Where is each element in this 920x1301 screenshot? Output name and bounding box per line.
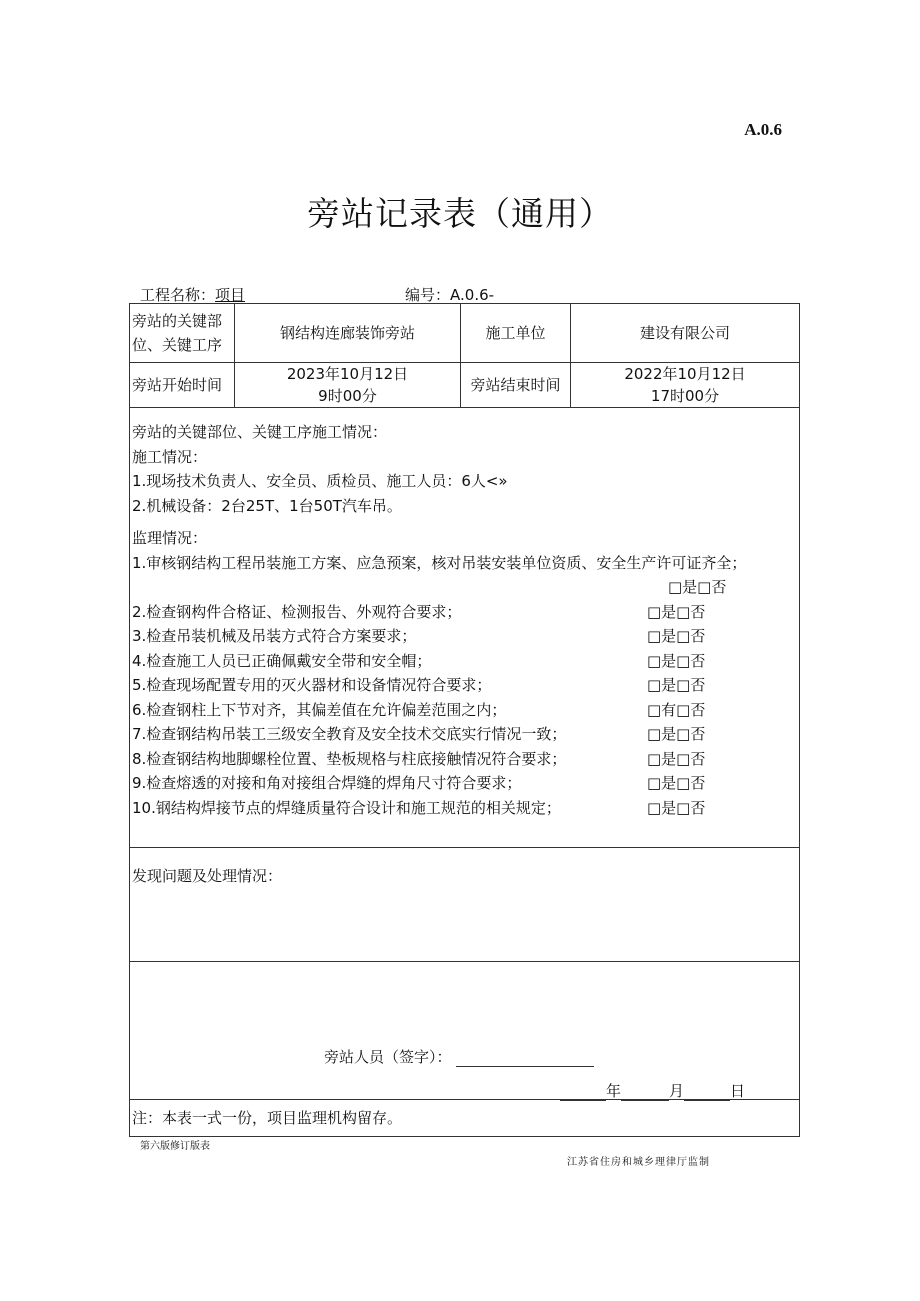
key-part-label: 旁站的关键部位、关键工序 bbox=[130, 304, 235, 363]
supervision-item bbox=[132, 551, 797, 576]
end-time-label: 旁站结束时间 bbox=[461, 363, 571, 408]
yes-no-checkbox[interactable]: □是□否 bbox=[668, 578, 727, 596]
construction-item: 2.机械设备：2台25T、1台50T汽车吊。 bbox=[132, 496, 402, 515]
supervision-item bbox=[132, 722, 797, 747]
supervision-item-text: 7.检查钢结构吊装工三级安全教育及安全技术交底实行情况一致； bbox=[132, 725, 567, 743]
yes-no-checkbox[interactable]: □是□否 bbox=[647, 602, 706, 621]
note: 注：本表一式一份，项目监理机构留存。 bbox=[130, 1100, 800, 1137]
project-label: 工程名称： bbox=[140, 286, 216, 304]
supervision-heading: 监理情况： bbox=[132, 529, 208, 547]
number-value: A.0.6- bbox=[450, 286, 495, 304]
start-clock: 9时00分 bbox=[318, 387, 377, 405]
yes-no-checkbox[interactable]: □是□否 bbox=[647, 627, 706, 645]
supervision-item-text: 6.检查钢柱上下节对齐，其偏差值在允许偏差范围之内； bbox=[132, 700, 507, 719]
footer-edition: 第六版修订版表 bbox=[140, 1141, 210, 1152]
yes-no-checkbox[interactable]: □是□否 bbox=[647, 774, 706, 792]
construction-unit-value: 建设有限公司 bbox=[571, 304, 800, 363]
supervision-item bbox=[132, 747, 797, 772]
construction-item: 1.现场技术负责人、安全员、质检员、施工人员：6人<» bbox=[132, 472, 508, 490]
construction-heading: 旁站的关键部位、关键工序施工情况： bbox=[132, 423, 388, 441]
yes-no-checkbox[interactable]: □是□否 bbox=[647, 798, 706, 817]
supervision-item-text: 1.审核钢结构工程吊装施工方案、应急预案，核对吊装安装单位资质、安全生产许可证齐全； bbox=[132, 553, 747, 572]
month-label: 月 bbox=[669, 1082, 685, 1100]
supervision-item bbox=[132, 649, 797, 674]
supervision-item-text: 10.钢结构焊接节点的焊缝质量符合设计和施工规范的相关规定； bbox=[132, 798, 561, 817]
yes-no-checkbox[interactable]: □是□否 bbox=[647, 749, 706, 768]
signature-label: 旁站人员（签字）： bbox=[324, 1048, 452, 1066]
supervision-item bbox=[132, 624, 797, 649]
month-field[interactable] bbox=[621, 1085, 669, 1101]
supervision-item-text: 9.检查熔透的对接和角对接组合焊缝的焊角尺寸符合要求； bbox=[132, 774, 522, 792]
supervision-item-text: 3.检查吊装机械及吊装方式符合方案要求； bbox=[132, 627, 417, 645]
supervision-item-text: 2.检查钢构件合格证、检测报告、外观符合要求； bbox=[132, 602, 462, 621]
supervision-item-text: 5.检查现场配置专用的灭火器材和设备情况符合要求； bbox=[132, 676, 492, 694]
supervision-item bbox=[132, 600, 797, 625]
date-line bbox=[560, 1080, 745, 1101]
construction-subheading: 施工情况： bbox=[132, 447, 208, 466]
key-part-value: 钢结构连廊装饰旁站 bbox=[235, 304, 461, 363]
year-field[interactable] bbox=[560, 1085, 606, 1101]
signature-field[interactable] bbox=[456, 1051, 594, 1067]
end-time-value bbox=[571, 363, 800, 408]
form-number bbox=[405, 284, 494, 305]
project-value: 项目 bbox=[215, 286, 246, 304]
supervision-item-text: 8.检查钢结构地脚螺栓位置、垫板规格与柱底接触情况符合要求； bbox=[132, 749, 567, 768]
end-clock: 17时00分 bbox=[650, 387, 720, 405]
start-date: 2023年10月12日 bbox=[286, 365, 409, 383]
yes-no-checkbox[interactable]: □是□否 bbox=[647, 676, 706, 694]
yes-no-checkbox[interactable]: □是□否 bbox=[647, 725, 706, 743]
issues-section[interactable] bbox=[130, 848, 800, 962]
page-title: 旁站记录表（通用） bbox=[307, 194, 613, 233]
year-label: 年 bbox=[606, 1082, 622, 1100]
construction-unit-label: 施工单位 bbox=[461, 304, 571, 363]
supervision-item bbox=[132, 698, 797, 723]
end-date: 2022年10月12日 bbox=[624, 365, 746, 383]
form-code: A.0.6 bbox=[744, 120, 782, 139]
signature-section bbox=[130, 962, 800, 1100]
supervision-item bbox=[132, 575, 797, 600]
day-label: 日 bbox=[730, 1082, 746, 1100]
yes-no-checkbox[interactable]: □有□否 bbox=[647, 700, 706, 719]
number-label: 编号： bbox=[405, 286, 451, 304]
supervision-item-text: 4.检查施工人员已正确佩戴安全带和安全帽； bbox=[132, 651, 432, 670]
supervision-item bbox=[132, 673, 797, 698]
record-table bbox=[129, 303, 800, 1137]
start-time-label: 旁站开始时间 bbox=[130, 363, 235, 408]
supervision-item bbox=[132, 796, 797, 821]
project-name bbox=[140, 284, 245, 305]
issues-label: 发现问题及处理情况： bbox=[132, 867, 283, 885]
situation-section bbox=[130, 408, 800, 848]
day-field[interactable] bbox=[684, 1085, 730, 1101]
start-time-value bbox=[235, 363, 461, 408]
footer-issuer: 江苏省住房和城乡理律厅监制 bbox=[567, 1157, 710, 1168]
supervision-item bbox=[132, 771, 797, 796]
yes-no-checkbox[interactable]: □是□否 bbox=[647, 651, 706, 670]
signature-line bbox=[324, 1046, 594, 1067]
